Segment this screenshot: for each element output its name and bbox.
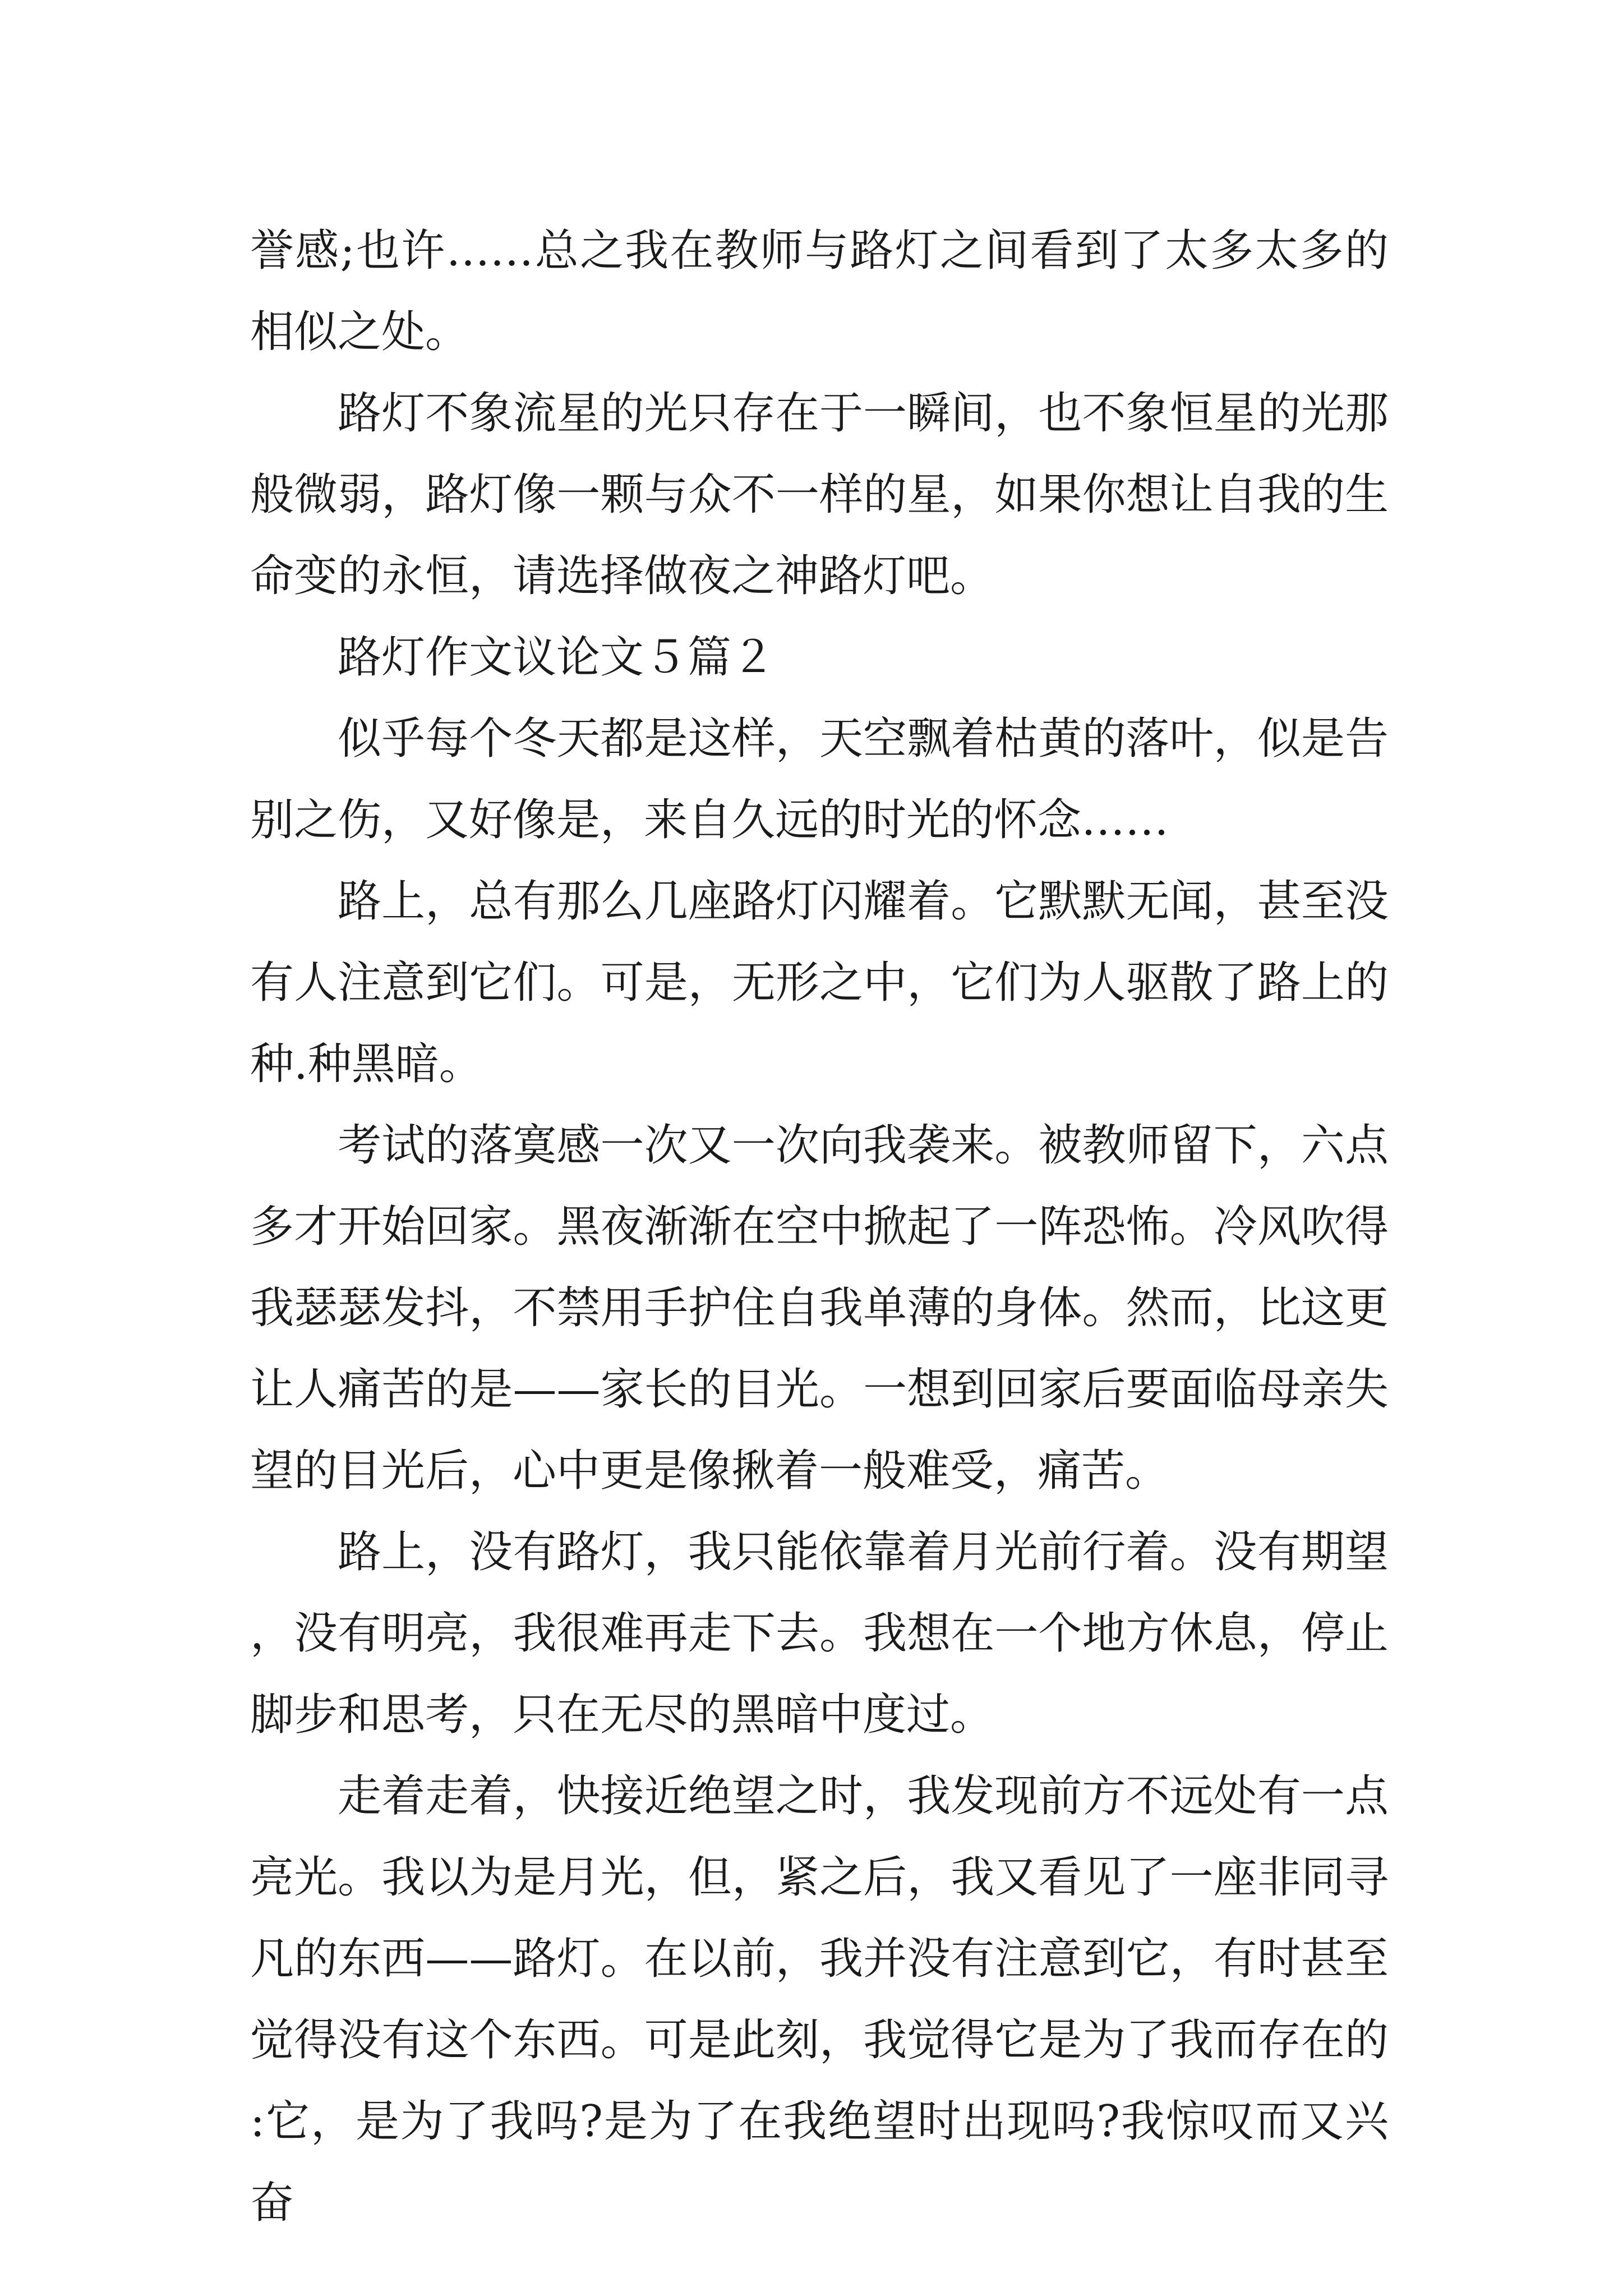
paragraph-continuation: 誉感;也许……总之我在教师与路灯之间看到了太多太多的相似之处。: [250, 226, 1389, 357]
document-page: [250, 210, 1389, 2244]
paragraph-discovery: 走着走着，快接近绝望之时，我发现前方不远处有一点亮光。我以为是月光，但，紧之后，我又看见了一座非同寻凡的东西——路灯。在以前，我并没有注意到它，有时甚至觉得没有这个东西。可是此刻，我觉得它是为了我而存在的:它，是为了我吗?是为了在我绝望时出现吗?我惊叹而又兴奋: [250, 1771, 1389, 2228]
paragraph-exam: 考试的落寞感一次又一次向我袭来。被教师留下，六点多才开始回家。黑夜渐渐在空中掀起了一阵恐怖。冷风吹得我瑟瑟发抖，不禁用手护住自我单薄的身体。然而，比这更让人痛苦的是——家长的目光。一想到回家后要面临母亲失望的目光后，心中更是像揪着一般难受，痛苦。: [250, 1120, 1389, 1496]
paragraph-streetlamp-star: 路灯不象流星的光只存在于一瞬间，也不象恒星的光那般微弱，路灯像一颗与众不一样的星，如果你想让自我的生命变的永恒，请选择做夜之神路灯吧。: [250, 388, 1389, 601]
paragraph-moonlight: 路上，没有路灯，我只能依靠着月光前行着。没有期望，没有明亮，我很难再走下去。我想在一个地方休息，停止脚步和思考，只在无尽的黑暗中度过。: [250, 1527, 1389, 1740]
paragraph-winter: 似乎每个冬天都是这样，天空飘着枯黄的落叶，似是告别之伤，又好像是，来自久远的时光的怀念……: [250, 714, 1389, 845]
paragraph-road-lamps: 路上，总有那么几座路灯闪耀着。它默默无闻，甚至没有人注意到它们。可是，无形之中，它们为人驱散了路上的种.种黑暗。: [250, 876, 1389, 1089]
section-heading: 路灯作文议论文５篇２: [338, 632, 776, 683]
